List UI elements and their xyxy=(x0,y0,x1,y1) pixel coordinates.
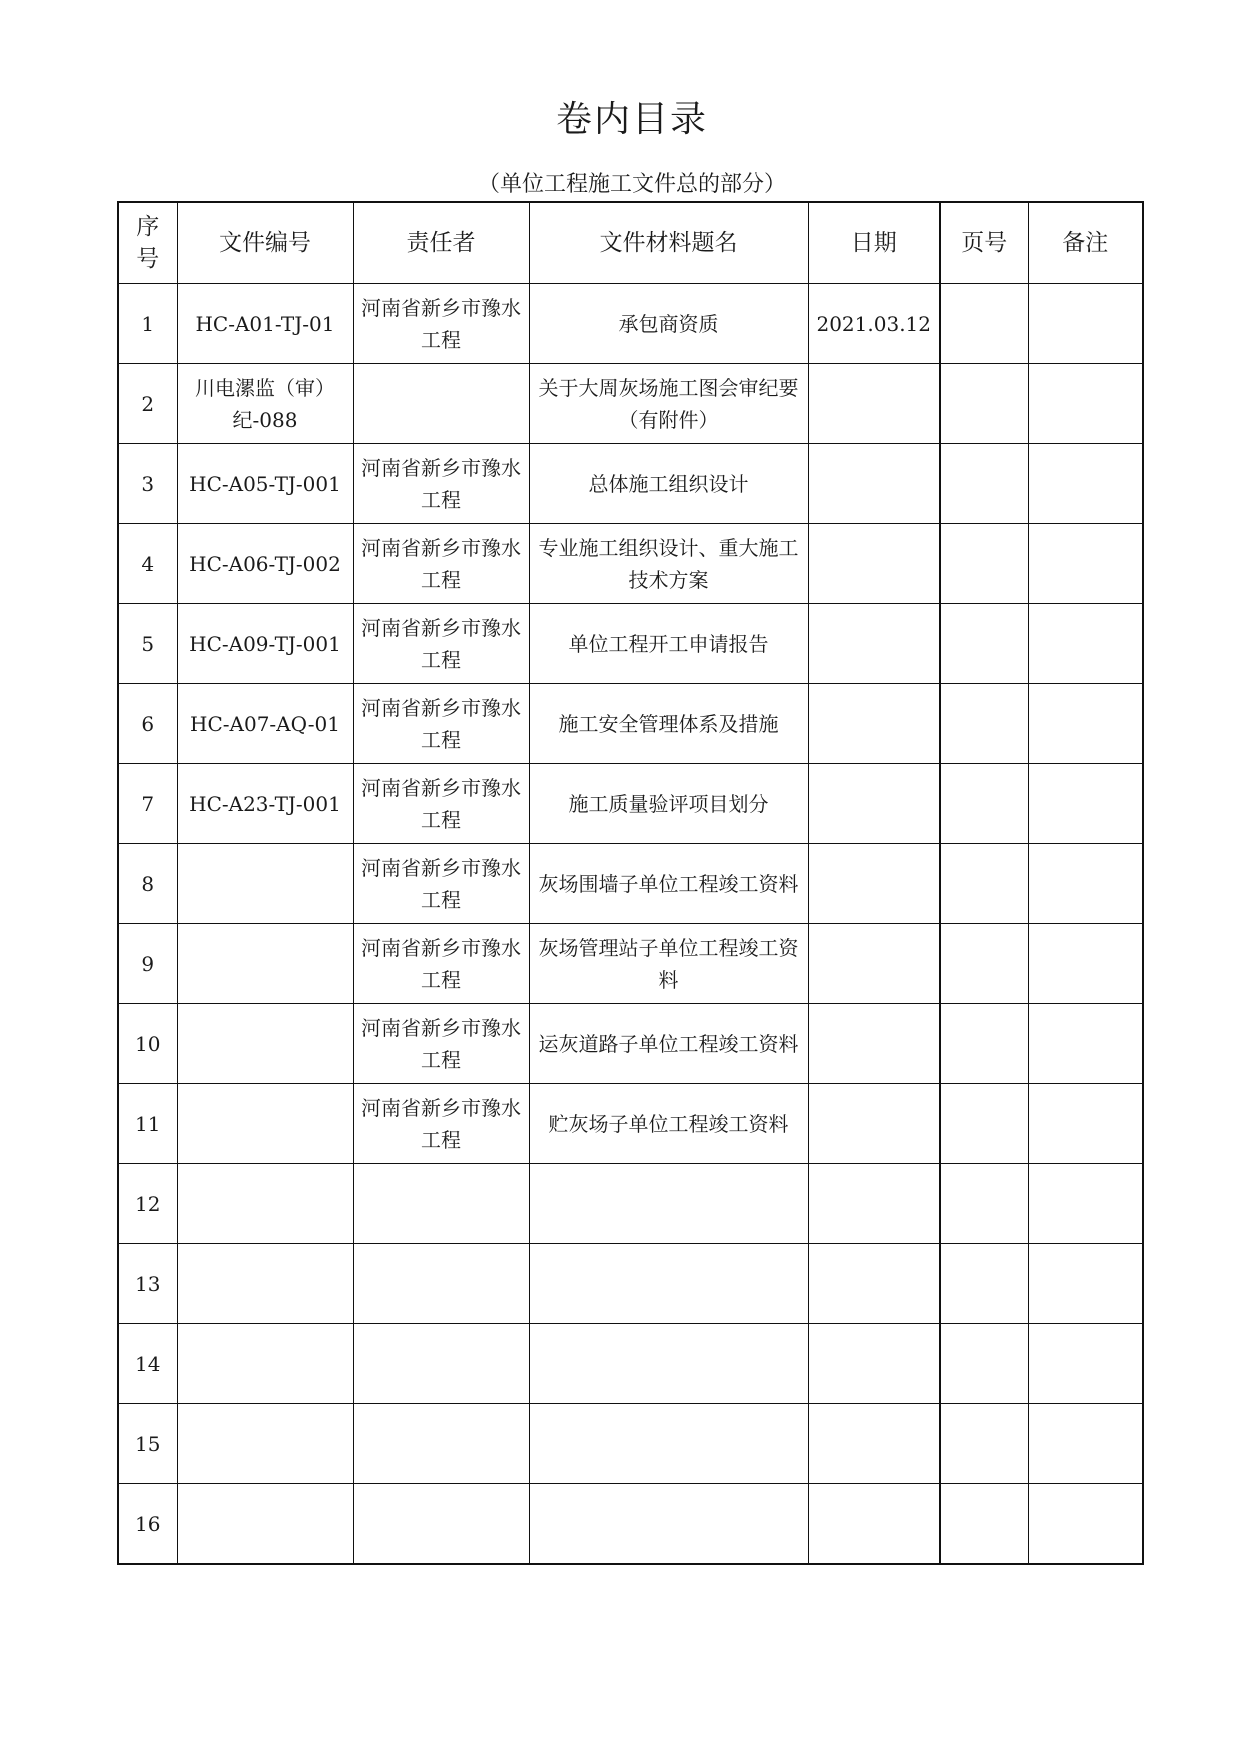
cell-responsible xyxy=(353,1244,529,1324)
cell-page xyxy=(940,1324,1028,1404)
cell-responsible: 河南省新乡市豫水工程 xyxy=(353,284,529,364)
table-row xyxy=(118,1084,1143,1164)
cell-seq: 4 xyxy=(118,524,177,604)
cell-file-title: 总体施工组织设计 xyxy=(529,444,808,524)
cell-file-number: HC-A06-TJ-002 xyxy=(177,524,353,604)
cell-seq: 5 xyxy=(118,604,177,684)
table-row xyxy=(118,844,1143,924)
cell-file-number: HC-A01-TJ-01 xyxy=(177,284,353,364)
cell-remark xyxy=(1028,284,1143,364)
cell-file-title: 施工安全管理体系及措施 xyxy=(529,684,808,764)
table-row xyxy=(118,1484,1143,1565)
cell-page xyxy=(940,444,1028,524)
cell-remark xyxy=(1028,604,1143,684)
cell-date xyxy=(808,844,940,924)
cell-responsible: 河南省新乡市豫水工程 xyxy=(353,764,529,844)
cell-responsible xyxy=(353,1324,529,1404)
cell-responsible: 河南省新乡市豫水工程 xyxy=(353,604,529,684)
cell-seq: 15 xyxy=(118,1404,177,1484)
cell-seq: 13 xyxy=(118,1244,177,1324)
cell-remark xyxy=(1028,364,1143,444)
table-row xyxy=(118,764,1143,844)
cell-page xyxy=(940,1004,1028,1084)
header-file-title: 文件材料题名 xyxy=(529,202,808,284)
cell-remark xyxy=(1028,1084,1143,1164)
cell-page xyxy=(940,364,1028,444)
header-date: 日期 xyxy=(808,202,940,284)
cell-responsible xyxy=(353,1484,529,1565)
cell-file-title: 运灰道路子单位工程竣工资料 xyxy=(529,1004,808,1084)
cell-file-number: HC-A23-TJ-001 xyxy=(177,764,353,844)
cell-date xyxy=(808,1484,940,1565)
cell-remark xyxy=(1028,924,1143,1004)
cell-date xyxy=(808,1324,940,1404)
cell-responsible xyxy=(353,1164,529,1244)
cell-file-title: 灰场管理站子单位工程竣工资料 xyxy=(529,924,808,1004)
page-title: 卷内目录 xyxy=(555,99,708,140)
cell-file-number xyxy=(177,1484,353,1565)
cell-remark xyxy=(1028,764,1143,844)
cell-seq: 7 xyxy=(118,764,177,844)
cell-file-title xyxy=(529,1404,808,1484)
cell-responsible: 河南省新乡市豫水工程 xyxy=(353,1084,529,1164)
cell-file-number: HC-A05-TJ-001 xyxy=(177,444,353,524)
cell-date: 2021.03.12 xyxy=(808,284,940,364)
header-page: 页号 xyxy=(940,202,1028,284)
cell-page xyxy=(940,764,1028,844)
cell-remark xyxy=(1028,524,1143,604)
cell-file-number: HC-A09-TJ-001 xyxy=(177,604,353,684)
table-row xyxy=(118,444,1143,524)
cell-file-title xyxy=(529,1324,808,1404)
cell-page xyxy=(940,1484,1028,1565)
cell-responsible: 河南省新乡市豫水工程 xyxy=(353,844,529,924)
cell-page xyxy=(940,1084,1028,1164)
cell-file-title xyxy=(529,1244,808,1324)
cell-file-title: 贮灰场子单位工程竣工资料 xyxy=(529,1084,808,1164)
cell-date xyxy=(808,1404,940,1484)
cell-seq: 2 xyxy=(118,364,177,444)
cell-seq: 3 xyxy=(118,444,177,524)
cell-page xyxy=(940,844,1028,924)
cell-file-title: 单位工程开工申请报告 xyxy=(529,604,808,684)
header-file-number: 文件编号 xyxy=(177,202,353,284)
table-row xyxy=(118,924,1143,1004)
cell-responsible: 河南省新乡市豫水工程 xyxy=(353,684,529,764)
table-row xyxy=(118,604,1143,684)
cell-file-number xyxy=(177,1324,353,1404)
cell-remark xyxy=(1028,1324,1143,1404)
cell-file-number xyxy=(177,844,353,924)
cell-seq: 1 xyxy=(118,284,177,364)
cell-remark xyxy=(1028,1004,1143,1084)
cell-date xyxy=(808,364,940,444)
cell-page xyxy=(940,284,1028,364)
header-remark: 备注 xyxy=(1028,202,1143,284)
catalog-table xyxy=(117,201,1144,1565)
cell-remark xyxy=(1028,1404,1143,1484)
cell-date xyxy=(808,444,940,524)
cell-file-title: 关于大周灰场施工图会审纪要（有附件） xyxy=(529,364,808,444)
table-row xyxy=(118,284,1143,364)
cell-seq: 9 xyxy=(118,924,177,1004)
cell-file-number xyxy=(177,1404,353,1484)
cell-responsible xyxy=(353,1404,529,1484)
cell-date xyxy=(808,1164,940,1244)
cell-seq: 11 xyxy=(118,1084,177,1164)
cell-page xyxy=(940,684,1028,764)
table-row xyxy=(118,524,1143,604)
table-body xyxy=(118,284,1143,1565)
cell-remark xyxy=(1028,844,1143,924)
cell-file-title: 专业施工组织设计、重大施工技术方案 xyxy=(529,524,808,604)
cell-date xyxy=(808,1004,940,1084)
cell-file-title xyxy=(529,1484,808,1565)
cell-seq: 8 xyxy=(118,844,177,924)
cell-date xyxy=(808,924,940,1004)
cell-file-number xyxy=(177,1164,353,1244)
cell-file-number: HC-A07-AQ-01 xyxy=(177,684,353,764)
page-subtitle: （单位工程施工文件总的部分） xyxy=(477,172,786,197)
cell-file-number xyxy=(177,924,353,1004)
cell-date xyxy=(808,684,940,764)
cell-file-title: 灰场围墙子单位工程竣工资料 xyxy=(529,844,808,924)
table-row xyxy=(118,1004,1143,1084)
cell-seq: 14 xyxy=(118,1324,177,1404)
table-row xyxy=(118,1244,1143,1324)
cell-date xyxy=(808,764,940,844)
cell-seq: 16 xyxy=(118,1484,177,1565)
cell-responsible: 河南省新乡市豫水工程 xyxy=(353,1004,529,1084)
cell-seq: 6 xyxy=(118,684,177,764)
cell-date xyxy=(808,524,940,604)
table-row xyxy=(118,1404,1143,1484)
header-seq: 序 号 xyxy=(118,202,177,284)
cell-file-number xyxy=(177,1244,353,1324)
cell-date xyxy=(808,1084,940,1164)
cell-file-title: 承包商资质 xyxy=(529,284,808,364)
cell-page xyxy=(940,1404,1028,1484)
cell-responsible: 河南省新乡市豫水工程 xyxy=(353,444,529,524)
cell-remark xyxy=(1028,1244,1143,1324)
cell-page xyxy=(940,1244,1028,1324)
cell-page xyxy=(940,924,1028,1004)
cell-remark xyxy=(1028,1484,1143,1565)
cell-page xyxy=(940,524,1028,604)
cell-date xyxy=(808,604,940,684)
cell-file-number: 川电漯监（审）纪-088 xyxy=(177,364,353,444)
cell-page xyxy=(940,1164,1028,1244)
cell-responsible: 河南省新乡市豫水工程 xyxy=(353,924,529,1004)
cell-file-title: 施工质量验评项目划分 xyxy=(529,764,808,844)
table-header-row xyxy=(118,202,1143,284)
cell-file-title xyxy=(529,1164,808,1244)
cell-file-number xyxy=(177,1004,353,1084)
cell-seq: 12 xyxy=(118,1164,177,1244)
cell-remark xyxy=(1028,444,1143,524)
header-responsible: 责任者 xyxy=(353,202,529,284)
cell-date xyxy=(808,1244,940,1324)
table-row xyxy=(118,684,1143,764)
table-row xyxy=(118,1324,1143,1404)
cell-responsible: 河南省新乡市豫水工程 xyxy=(353,524,529,604)
cell-seq: 10 xyxy=(118,1004,177,1084)
cell-responsible xyxy=(353,364,529,444)
table-row xyxy=(118,1164,1143,1244)
cell-file-number xyxy=(177,1084,353,1164)
cell-remark xyxy=(1028,684,1143,764)
cell-remark xyxy=(1028,1164,1143,1244)
table-row xyxy=(118,364,1143,444)
cell-page xyxy=(940,604,1028,684)
